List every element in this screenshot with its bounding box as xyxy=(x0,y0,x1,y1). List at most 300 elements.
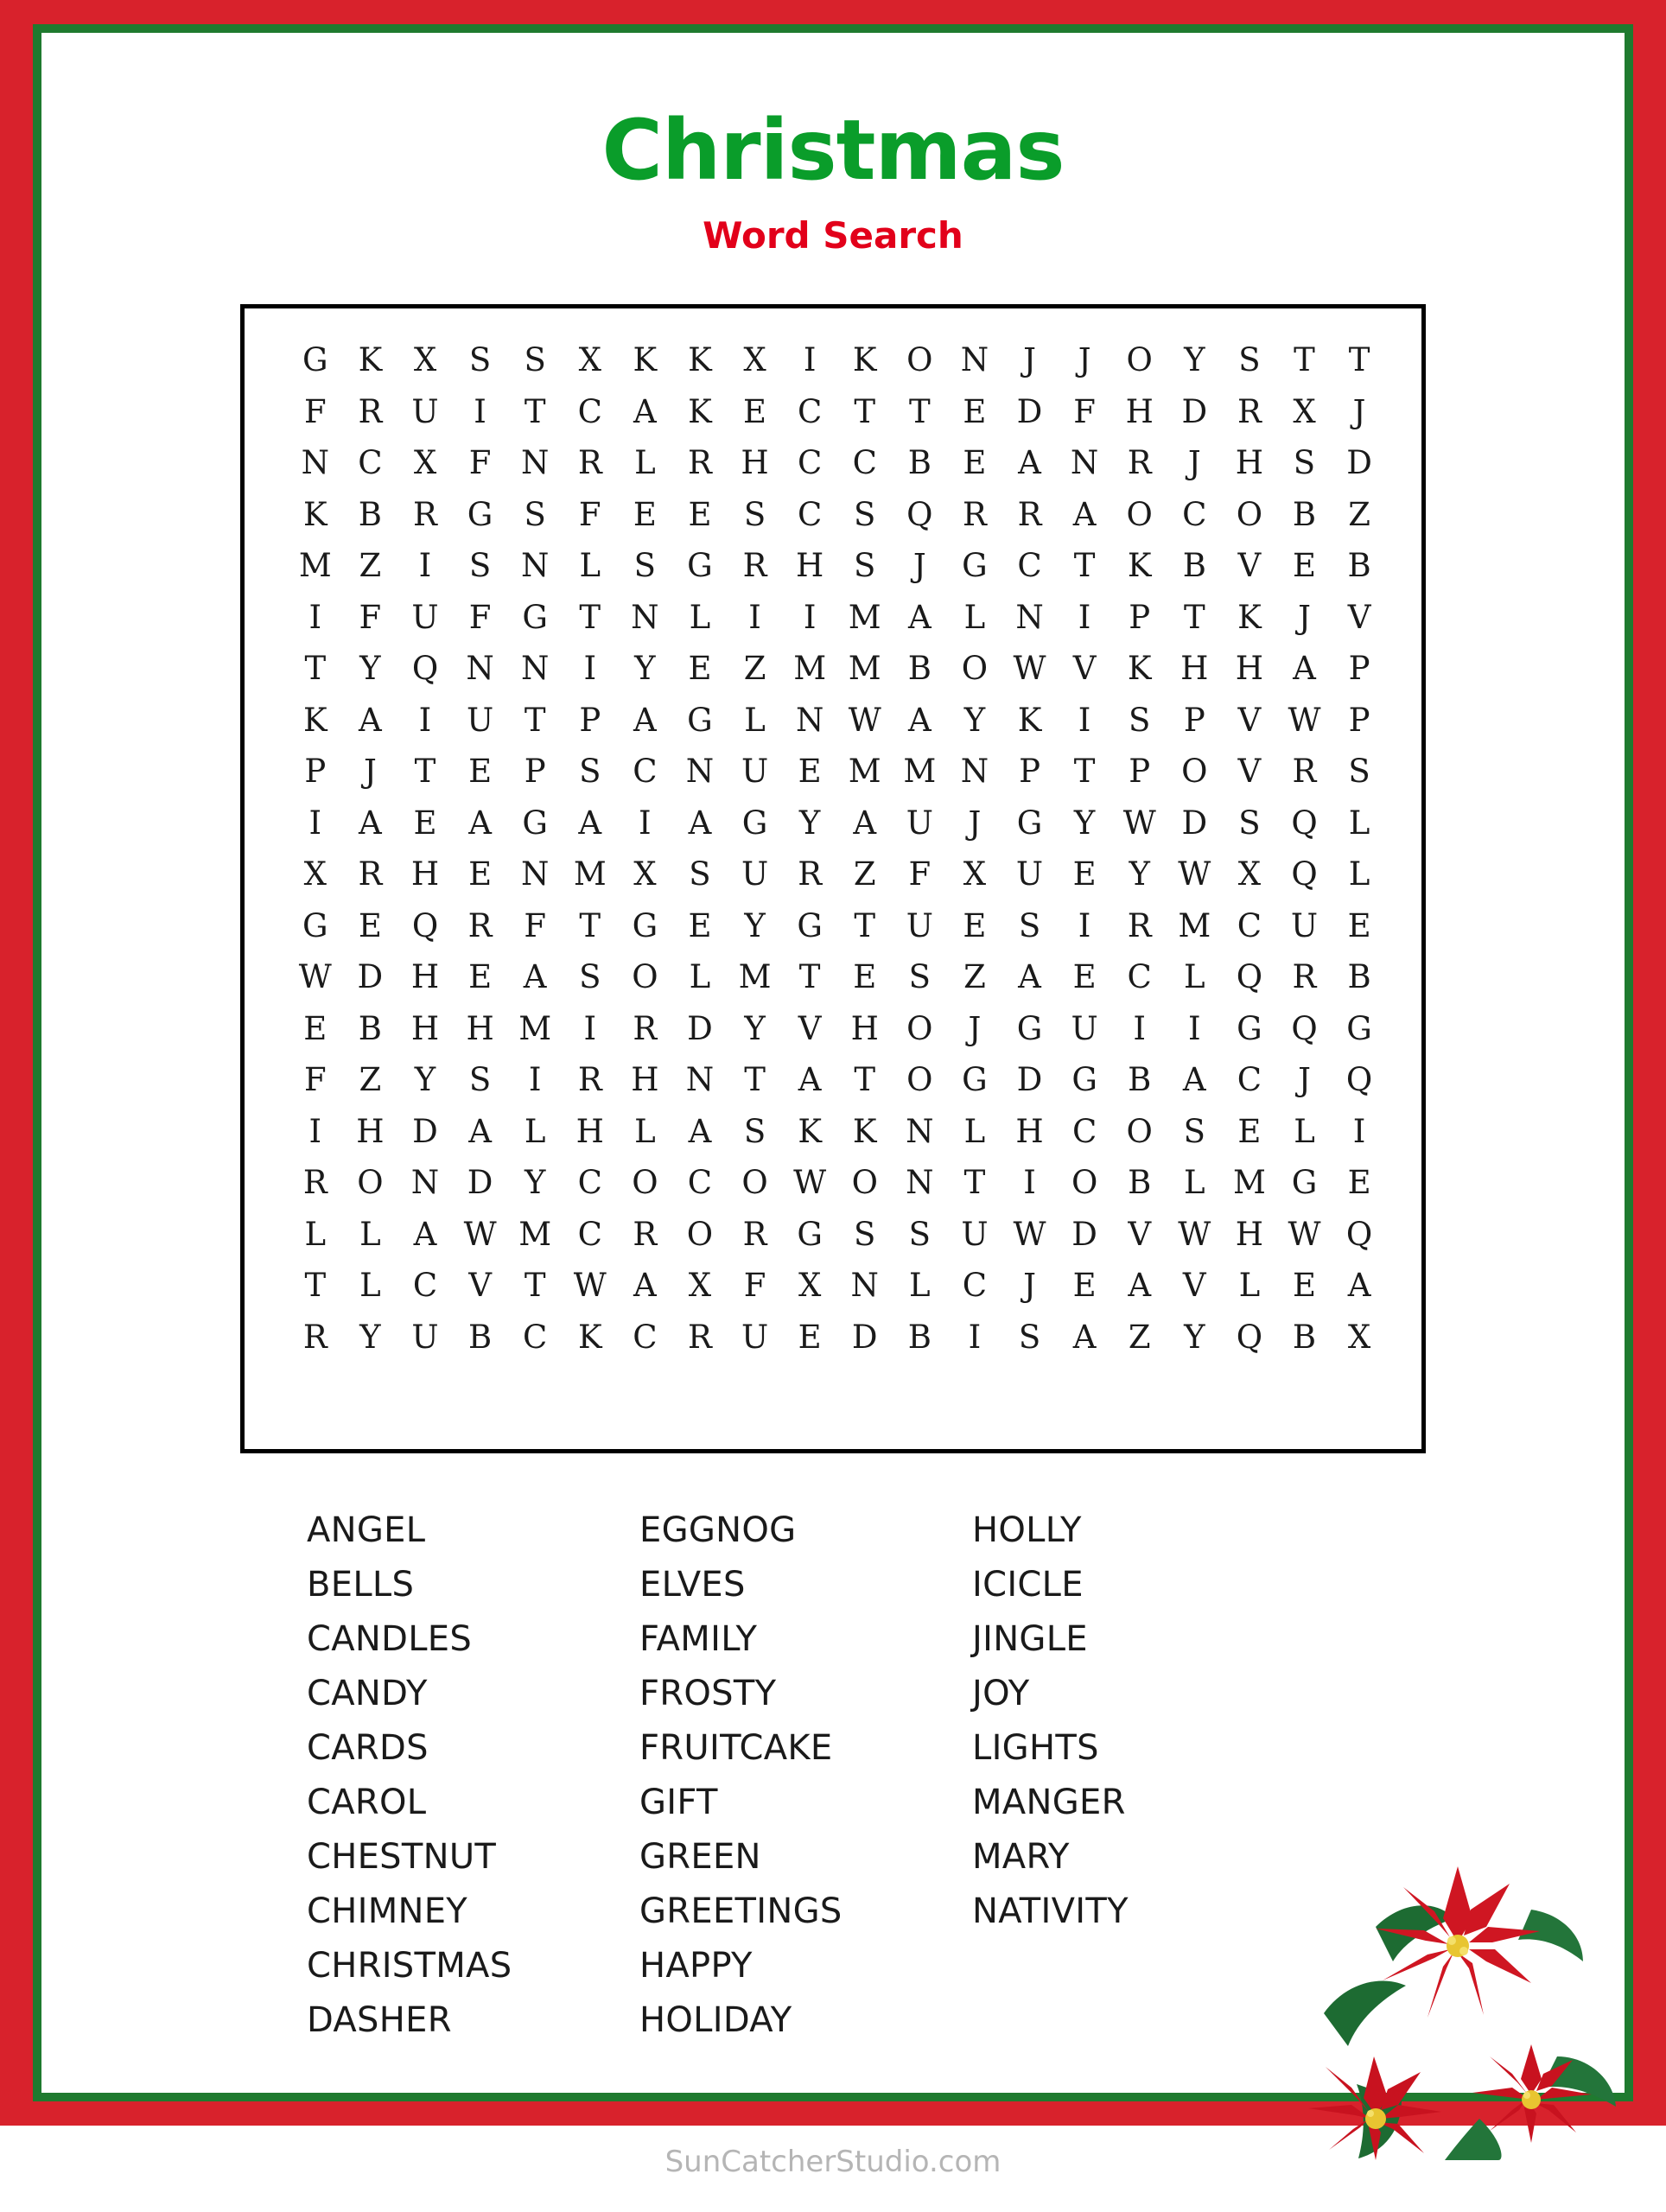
letter-cell[interactable]: F xyxy=(1073,392,1096,430)
letter-cell[interactable]: K xyxy=(1127,650,1152,688)
letter-cell[interactable]: G xyxy=(632,906,658,944)
letter-cell[interactable]: H xyxy=(1235,650,1264,688)
letter-cell[interactable]: B xyxy=(1347,547,1371,585)
letter-cell[interactable]: D xyxy=(1016,1061,1043,1099)
letter-cell[interactable]: T xyxy=(524,701,546,739)
word-list-item[interactable]: CHESTNUT xyxy=(307,1837,497,1877)
letter-cell[interactable]: N xyxy=(1070,444,1099,482)
letter-cell[interactable]: W xyxy=(1013,650,1046,688)
letter-cell[interactable]: N xyxy=(520,547,550,585)
letter-cell[interactable]: R xyxy=(742,1215,767,1253)
letter-cell[interactable]: Q xyxy=(1291,1009,1318,1047)
letter-cell[interactable]: Z xyxy=(853,855,876,893)
letter-cell[interactable]: A xyxy=(359,804,382,842)
letter-cell[interactable]: U xyxy=(466,701,494,739)
word-list-item[interactable]: FROSTY xyxy=(639,1674,777,1713)
letter-cell[interactable]: L xyxy=(963,1112,986,1150)
letter-cell[interactable]: T xyxy=(854,906,876,944)
letter-cell[interactable]: R xyxy=(1017,495,1042,533)
letter-cell[interactable]: S xyxy=(908,958,931,996)
letter-cell[interactable]: K xyxy=(302,495,327,533)
letter-cell[interactable]: U xyxy=(906,906,933,944)
letter-cell[interactable]: S xyxy=(1348,753,1370,791)
letter-cell[interactable]: W xyxy=(1288,701,1321,739)
letter-cell[interactable]: P xyxy=(1183,701,1205,739)
letter-cell[interactable]: T xyxy=(1294,341,1315,379)
letter-cell[interactable]: O xyxy=(686,1215,714,1253)
letter-cell[interactable]: O xyxy=(632,1164,658,1202)
word-list-item[interactable]: HOLLY xyxy=(972,1510,1082,1550)
letter-cell[interactable]: P xyxy=(1348,701,1370,739)
letter-cell[interactable]: K xyxy=(852,1112,877,1150)
letter-cell[interactable]: L xyxy=(304,1215,327,1253)
letter-cell[interactable]: Q xyxy=(1345,1061,1373,1099)
letter-cell[interactable]: W xyxy=(463,1215,497,1253)
letter-cell[interactable]: T xyxy=(524,1267,546,1305)
letter-cell[interactable]: G xyxy=(522,804,548,842)
letter-cell[interactable]: T xyxy=(579,906,601,944)
letter-cell[interactable]: F xyxy=(908,855,932,893)
letter-cell[interactable]: M xyxy=(1232,1164,1266,1202)
letter-cell[interactable]: W xyxy=(1178,855,1211,893)
letter-cell[interactable]: Y xyxy=(1129,855,1150,893)
letter-cell[interactable]: P xyxy=(1129,753,1151,791)
letter-cell[interactable]: G xyxy=(962,1061,988,1099)
letter-cell[interactable]: C xyxy=(577,1215,602,1253)
letter-cell[interactable]: G xyxy=(1346,1009,1372,1047)
letter-cell[interactable]: F xyxy=(468,598,492,636)
letter-cell[interactable]: J xyxy=(1023,341,1036,379)
letter-cell[interactable]: S xyxy=(1238,804,1261,842)
letter-cell[interactable]: E xyxy=(1292,1267,1316,1305)
letter-cell[interactable]: L xyxy=(634,444,656,482)
letter-cell[interactable]: F xyxy=(359,598,382,636)
letter-cell[interactable]: M xyxy=(573,855,607,893)
letter-cell[interactable]: D xyxy=(357,958,384,996)
letter-cell[interactable]: D xyxy=(687,1009,713,1047)
letter-cell[interactable]: L xyxy=(634,1112,656,1150)
letter-cell[interactable]: N xyxy=(466,650,494,688)
letter-cell[interactable]: M xyxy=(793,650,827,688)
letter-cell[interactable]: X xyxy=(798,1267,822,1305)
letter-cell[interactable]: U xyxy=(411,392,439,430)
letter-cell[interactable]: E xyxy=(1237,1112,1262,1150)
letter-cell[interactable]: I xyxy=(803,341,817,379)
letter-cell[interactable]: R xyxy=(413,495,437,533)
letter-cell[interactable]: R xyxy=(798,855,823,893)
letter-cell[interactable]: R xyxy=(467,906,493,944)
letter-cell[interactable]: Q xyxy=(1236,1318,1263,1356)
letter-cell[interactable]: S xyxy=(743,495,766,533)
letter-cell[interactable]: M xyxy=(738,958,772,996)
letter-cell[interactable]: H xyxy=(466,1009,494,1047)
letter-cell[interactable]: Q xyxy=(906,495,933,533)
letter-cell[interactable]: U xyxy=(411,1318,439,1356)
letter-cell[interactable]: N xyxy=(850,1267,879,1305)
letter-cell[interactable]: O xyxy=(741,1164,768,1202)
letter-cell[interactable]: U xyxy=(741,753,769,791)
letter-cell[interactable]: V xyxy=(1237,701,1262,739)
letter-cell[interactable]: K xyxy=(688,341,712,379)
letter-cell[interactable]: Z xyxy=(743,650,766,688)
letter-cell[interactable]: O xyxy=(1236,495,1263,533)
letter-cell[interactable]: C xyxy=(1127,958,1152,996)
letter-cell[interactable]: W xyxy=(793,1164,827,1202)
letter-cell[interactable]: C xyxy=(1237,906,1262,944)
letter-cell[interactable]: U xyxy=(906,804,933,842)
letter-cell[interactable]: O xyxy=(961,650,989,688)
letter-cell[interactable]: G xyxy=(687,547,713,585)
word-list-item[interactable]: FRUITCAKE xyxy=(639,1728,833,1768)
letter-cell[interactable]: M xyxy=(1178,906,1211,944)
letter-cell[interactable]: X xyxy=(633,855,657,893)
letter-cell[interactable]: P xyxy=(524,753,546,791)
letter-cell[interactable]: Z xyxy=(1128,1318,1151,1356)
word-list-item[interactable]: MANGER xyxy=(972,1783,1126,1822)
letter-cell[interactable]: S xyxy=(468,547,492,585)
letter-cell[interactable]: O xyxy=(1126,495,1153,533)
letter-cell[interactable]: E xyxy=(688,495,712,533)
letter-cell[interactable]: L xyxy=(689,958,711,996)
letter-cell[interactable]: L xyxy=(1184,958,1205,996)
letter-cell[interactable]: N xyxy=(520,650,550,688)
letter-cell[interactable]: C xyxy=(633,753,658,791)
letter-cell[interactable]: A xyxy=(688,1112,712,1150)
letter-cell[interactable]: I xyxy=(1187,1009,1201,1047)
letter-cell[interactable]: E xyxy=(1072,958,1097,996)
letter-cell[interactable]: C xyxy=(1237,1061,1262,1099)
letter-cell[interactable]: G xyxy=(467,495,493,533)
letter-cell[interactable]: N xyxy=(1015,598,1044,636)
word-list-item[interactable]: EGGNOG xyxy=(639,1510,797,1550)
letter-cell[interactable]: J xyxy=(1078,341,1091,379)
letter-cell[interactable]: E xyxy=(413,804,437,842)
letter-cell[interactable]: X xyxy=(413,444,437,482)
letter-cell[interactable]: I xyxy=(1352,1112,1366,1150)
letter-cell[interactable]: O xyxy=(851,1164,878,1202)
letter-cell[interactable]: X xyxy=(1293,392,1316,430)
letter-cell[interactable]: C xyxy=(1017,547,1042,585)
letter-cell[interactable]: I xyxy=(1078,701,1091,739)
word-list-item[interactable]: GIFT xyxy=(639,1783,718,1822)
letter-cell[interactable]: R xyxy=(1127,444,1152,482)
letter-cell[interactable]: T xyxy=(1183,598,1205,636)
letter-cell[interactable]: J xyxy=(968,804,982,842)
letter-cell[interactable]: H xyxy=(631,1061,659,1099)
letter-cell[interactable]: E xyxy=(633,495,657,533)
letter-cell[interactable]: R xyxy=(577,444,602,482)
word-list-item[interactable]: NATIVITY xyxy=(972,1891,1129,1931)
letter-cell[interactable]: C xyxy=(412,1267,438,1305)
letter-cell[interactable]: X xyxy=(413,341,437,379)
letter-cell[interactable]: O xyxy=(906,341,933,379)
letter-cell[interactable]: N xyxy=(960,341,989,379)
letter-cell[interactable]: U xyxy=(411,598,439,636)
letter-cell[interactable]: U xyxy=(1290,906,1319,944)
letter-cell[interactable]: E xyxy=(1347,906,1371,944)
letter-cell[interactable]: L xyxy=(744,701,766,739)
letter-cell[interactable]: C xyxy=(852,444,877,482)
letter-cell[interactable]: R xyxy=(633,1009,658,1047)
letter-cell[interactable]: S xyxy=(743,1112,766,1150)
letter-cell[interactable]: Y xyxy=(359,1318,381,1356)
letter-cell[interactable]: E xyxy=(1292,547,1316,585)
letter-cell[interactable]: J xyxy=(1298,1061,1311,1099)
letter-cell[interactable]: E xyxy=(358,906,382,944)
letter-cell[interactable]: Y xyxy=(524,1164,546,1202)
letter-cell[interactable]: H xyxy=(1180,650,1209,688)
letter-cell[interactable]: R xyxy=(1237,392,1262,430)
letter-cell[interactable]: U xyxy=(1015,855,1044,893)
letter-cell[interactable]: I xyxy=(968,1318,982,1356)
letter-cell[interactable]: X xyxy=(303,855,327,893)
letter-cell[interactable]: T xyxy=(854,392,876,430)
letter-cell[interactable]: Q xyxy=(1291,855,1318,893)
letter-cell[interactable]: T xyxy=(963,1164,986,1202)
letter-cell[interactable]: W xyxy=(1013,1215,1046,1253)
letter-cell[interactable]: L xyxy=(1348,855,1370,893)
letter-cell[interactable]: B xyxy=(1292,1318,1317,1356)
letter-cell[interactable]: T xyxy=(304,1267,327,1305)
letter-cell[interactable]: A xyxy=(413,1215,437,1253)
letter-cell[interactable]: R xyxy=(358,392,383,430)
letter-cell[interactable]: M xyxy=(298,547,332,585)
letter-cell[interactable]: Q xyxy=(411,906,439,944)
letter-cell[interactable]: J xyxy=(968,1009,982,1047)
letter-cell[interactable]: T xyxy=(1073,753,1096,791)
letter-cell[interactable]: I xyxy=(308,804,322,842)
word-list-item[interactable]: DASHER xyxy=(307,2000,452,2040)
word-list-item[interactable]: LIGHTS xyxy=(972,1728,1099,1768)
letter-cell[interactable]: A xyxy=(523,958,547,996)
letter-cell[interactable]: B xyxy=(1128,1061,1152,1099)
letter-cell[interactable]: S xyxy=(689,855,711,893)
letter-cell[interactable]: T xyxy=(524,392,546,430)
letter-cell[interactable]: L xyxy=(689,598,711,636)
letter-cell[interactable]: E xyxy=(963,392,987,430)
letter-cell[interactable]: D xyxy=(1016,392,1043,430)
word-list-item[interactable]: JOY xyxy=(972,1674,1030,1713)
letter-cell[interactable]: I xyxy=(583,650,597,688)
letter-cell[interactable]: K xyxy=(852,341,877,379)
word-list-item[interactable]: GREETINGS xyxy=(639,1891,843,1931)
letter-cell[interactable]: I xyxy=(1078,598,1091,636)
letter-cell[interactable]: B xyxy=(358,1009,382,1047)
word-list-item[interactable]: BELLS xyxy=(307,1565,415,1605)
letter-cell[interactable]: D xyxy=(467,1164,493,1202)
letter-cell[interactable]: D xyxy=(1346,444,1372,482)
letter-cell[interactable]: O xyxy=(906,1061,933,1099)
letter-cell[interactable]: X xyxy=(1237,855,1262,893)
letter-cell[interactable]: U xyxy=(1071,1009,1098,1047)
letter-cell[interactable]: H xyxy=(575,1112,604,1150)
letter-cell[interactable]: H xyxy=(410,855,440,893)
letter-cell[interactable]: N xyxy=(685,753,715,791)
letter-cell[interactable]: H xyxy=(1015,1112,1044,1150)
letter-cell[interactable]: E xyxy=(688,650,712,688)
letter-cell[interactable]: N xyxy=(301,444,329,482)
letter-cell[interactable]: C xyxy=(1071,1112,1097,1150)
letter-cell[interactable]: G xyxy=(1016,1009,1043,1047)
letter-cell[interactable]: M xyxy=(518,1215,552,1253)
letter-cell[interactable]: W xyxy=(1288,1215,1321,1253)
letter-cell[interactable]: E xyxy=(743,392,767,430)
letter-cell[interactable]: G xyxy=(962,547,988,585)
letter-cell[interactable]: K xyxy=(688,392,712,430)
letter-cell[interactable]: R xyxy=(962,495,987,533)
letter-cell[interactable]: L xyxy=(1238,1267,1261,1305)
letter-cell[interactable]: C xyxy=(687,1164,713,1202)
letter-cell[interactable]: D xyxy=(1181,804,1208,842)
letter-cell[interactable]: S xyxy=(579,753,601,791)
letter-cell[interactable]: O xyxy=(1126,1112,1153,1150)
letter-cell[interactable]: K xyxy=(1017,701,1042,739)
word-list-item[interactable]: CANDLES xyxy=(307,1619,473,1659)
letter-cell[interactable]: V xyxy=(1072,650,1097,688)
letter-cell[interactable]: T xyxy=(1073,547,1096,585)
letter-cell[interactable]: G xyxy=(1071,1061,1097,1099)
letter-cell[interactable]: B xyxy=(1347,958,1371,996)
letter-cell[interactable]: D xyxy=(1071,1215,1097,1253)
letter-cell[interactable]: L xyxy=(524,1112,546,1150)
letter-cell[interactable]: Y xyxy=(634,650,656,688)
letter-cell[interactable]: B xyxy=(1128,1164,1152,1202)
letter-cell[interactable]: J xyxy=(1187,444,1201,482)
letter-cell[interactable]: B xyxy=(907,650,932,688)
letter-cell[interactable]: O xyxy=(1071,1164,1098,1202)
letter-cell[interactable]: I xyxy=(583,1009,597,1047)
letter-cell[interactable]: A xyxy=(633,392,657,430)
letter-cell[interactable]: F xyxy=(303,392,327,430)
letter-cell[interactable]: T xyxy=(908,392,931,430)
letter-cell[interactable]: K xyxy=(633,341,658,379)
letter-cell[interactable]: N xyxy=(631,598,659,636)
letter-cell[interactable]: S xyxy=(1018,1318,1041,1356)
letter-cell[interactable]: S xyxy=(1238,341,1261,379)
letter-cell[interactable]: G xyxy=(1291,1164,1318,1202)
word-list-item[interactable]: CARDS xyxy=(307,1728,429,1768)
letter-cell[interactable]: R xyxy=(358,855,383,893)
letter-cell[interactable]: U xyxy=(741,855,769,893)
letter-cell[interactable]: E xyxy=(963,906,987,944)
letter-cell[interactable]: V xyxy=(1237,753,1262,791)
letter-cell[interactable]: G xyxy=(741,804,768,842)
letter-cell[interactable]: L xyxy=(359,1267,381,1305)
letter-cell[interactable]: E xyxy=(853,958,877,996)
letter-cell[interactable]: N xyxy=(520,444,550,482)
letter-cell[interactable]: S xyxy=(854,547,876,585)
letter-cell[interactable]: F xyxy=(524,906,547,944)
letter-cell[interactable]: G xyxy=(687,701,713,739)
letter-cell[interactable]: L xyxy=(963,598,986,636)
letter-cell[interactable]: V xyxy=(798,1009,822,1047)
letter-cell[interactable]: C xyxy=(577,392,602,430)
letter-cell[interactable]: K xyxy=(358,341,383,379)
letter-cell[interactable]: T xyxy=(798,958,821,996)
letter-cell[interactable]: A xyxy=(798,1061,822,1099)
letter-cell[interactable]: U xyxy=(741,1318,769,1356)
letter-cell[interactable]: M xyxy=(848,753,881,791)
letter-cell[interactable]: R xyxy=(1127,906,1152,944)
letter-cell[interactable]: D xyxy=(851,1318,878,1356)
letter-cell[interactable]: H xyxy=(410,1009,440,1047)
letter-cell[interactable]: Z xyxy=(359,547,382,585)
letter-cell[interactable]: S xyxy=(579,958,601,996)
letter-cell[interactable]: E xyxy=(688,906,712,944)
letter-cell[interactable]: A xyxy=(1182,1061,1206,1099)
letter-cell[interactable]: W xyxy=(1178,1215,1211,1253)
word-list-item[interactable]: CAROL xyxy=(307,1783,427,1822)
letter-cell[interactable]: M xyxy=(848,598,881,636)
letter-cell[interactable]: K xyxy=(1127,547,1152,585)
letter-cell[interactable]: I xyxy=(418,701,432,739)
letter-cell[interactable]: Q xyxy=(1345,1215,1373,1253)
letter-cell[interactable]: V xyxy=(1237,547,1262,585)
word-list-item[interactable]: FAMILY xyxy=(639,1619,758,1659)
letter-cell[interactable]: V xyxy=(1128,1215,1152,1253)
letter-cell[interactable]: Y xyxy=(798,804,821,842)
word-list-item[interactable]: JINGLE xyxy=(972,1619,1088,1659)
word-list-item[interactable]: ANGEL xyxy=(307,1510,426,1550)
letter-cell[interactable]: X xyxy=(1347,1318,1371,1356)
letter-cell[interactable]: N xyxy=(906,1112,934,1150)
letter-cell[interactable]: E xyxy=(798,1318,822,1356)
letter-cell[interactable]: R xyxy=(302,1318,327,1356)
letter-cell[interactable]: S xyxy=(633,547,657,585)
letter-cell[interactable]: C xyxy=(633,1318,658,1356)
letter-cell[interactable]: R xyxy=(633,1215,658,1253)
letter-cell[interactable]: K xyxy=(1237,598,1262,636)
letter-cell[interactable]: T xyxy=(744,1061,766,1099)
letter-cell[interactable]: O xyxy=(632,958,658,996)
letter-cell[interactable]: H xyxy=(1235,1215,1264,1253)
letter-cell[interactable]: Z xyxy=(359,1061,382,1099)
letter-cell[interactable]: M xyxy=(848,650,881,688)
letter-cell[interactable]: Y xyxy=(1184,1318,1205,1356)
letter-cell[interactable]: H xyxy=(741,444,769,482)
letter-cell[interactable]: A xyxy=(907,701,932,739)
letter-cell[interactable]: E xyxy=(468,753,493,791)
letter-cell[interactable]: T xyxy=(414,753,436,791)
letter-cell[interactable]: R xyxy=(1292,958,1317,996)
letter-cell[interactable]: F xyxy=(303,1061,327,1099)
letter-cell[interactable]: R xyxy=(1292,753,1317,791)
letter-cell[interactable]: S xyxy=(1018,906,1041,944)
letter-cell[interactable]: I xyxy=(308,598,322,636)
letter-cell[interactable]: Y xyxy=(963,701,986,739)
word-list-item[interactable]: CANDY xyxy=(307,1674,428,1713)
letter-cell[interactable]: V xyxy=(1347,598,1371,636)
letter-cell[interactable]: J xyxy=(363,753,377,791)
letter-cell[interactable]: T xyxy=(854,1061,876,1099)
letter-cell[interactable]: A xyxy=(633,701,657,739)
letter-cell[interactable]: T xyxy=(1348,341,1370,379)
letter-cell[interactable]: Z xyxy=(963,958,986,996)
word-list-item[interactable]: HOLIDAY xyxy=(639,2000,792,2040)
letter-cell[interactable]: I xyxy=(1023,1164,1036,1202)
letter-cell[interactable]: L xyxy=(1294,1112,1315,1150)
letter-cell[interactable]: Y xyxy=(1073,804,1096,842)
letter-cell[interactable]: C xyxy=(523,1318,548,1356)
letter-cell[interactable]: S xyxy=(1129,701,1151,739)
letter-cell[interactable]: H xyxy=(1235,444,1264,482)
letter-cell[interactable]: J xyxy=(1298,598,1311,636)
letter-cell[interactable]: C xyxy=(797,495,823,533)
letter-cell[interactable]: Y xyxy=(744,906,766,944)
letter-cell[interactable]: L xyxy=(909,1267,931,1305)
letter-cell[interactable]: B xyxy=(358,495,382,533)
letter-cell[interactable]: B xyxy=(1182,547,1206,585)
